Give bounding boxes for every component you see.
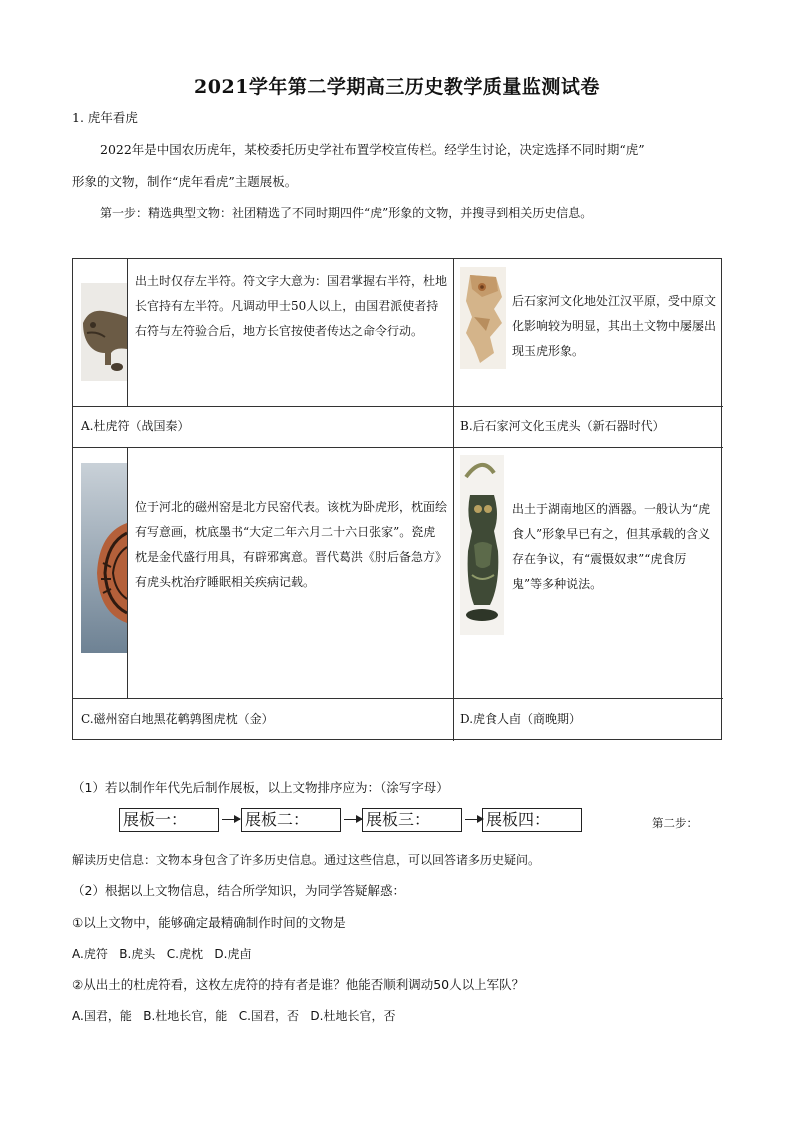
cell-c-image-divider	[127, 447, 128, 698]
arrow-icon	[222, 819, 240, 820]
artifact-b-caption: B.后石家河文化玉虎头（新石器时代）	[460, 419, 665, 433]
question-1-1: （1）若以制作年代先后制作展板，以上文物排序应为：（涂写字母）	[72, 780, 449, 795]
sub-question-2: ②从出土的杜虎符看，这枚左虎符的持有者是谁？他能否顺利调动50人以上军队？	[72, 977, 525, 992]
artifact-b-description: 后石家河文化地处江汉平原，受中原文化影响较为明显，其出土文物中屡屡出现玉虎形象。	[512, 294, 717, 358]
artifact-a-description: 出土时仅存左半符。符文字大意为：国君掌握右半符，杜地长官持有左半符。凡调动甲士50人以上，由国君派使者持右符与左符验合后，地方长官按使者传达之命令行动。	[135, 274, 448, 338]
artifact-table	[72, 258, 722, 740]
jade-tiger-head-image	[460, 267, 506, 369]
page-title: 2021学年第二学期高三历史教学质量监测试卷	[194, 76, 600, 98]
question-1-2: （2）根据以上文物信息，结合所学知识，为同学答疑解惑：	[72, 883, 405, 898]
table-divider-row-3	[73, 698, 723, 699]
board-1-slot[interactable]: 展板一：	[119, 808, 219, 832]
arrow-icon	[465, 819, 483, 820]
artifact-c-caption: C.磁州窑白地黑花鹌鹑图虎枕（金）	[81, 712, 274, 726]
step-2-text: 解读历史信息：文物本身包含了许多历史信息。通过这些信息，可以回答诸多历史疑问。	[72, 853, 541, 867]
intro-line-1: 2022年是中国农历虎年，某校委托历史学社布置学校宣传栏。经学生讨论，决定选择不同时期“虎”	[100, 142, 645, 157]
table-divider-row-1	[73, 406, 723, 407]
board-3-slot[interactable]: 展板三：	[362, 808, 462, 832]
tiger-tally-image	[81, 283, 127, 381]
table-divider-vertical	[453, 259, 454, 741]
sub-question-2-options: A.国君，能 B.杜地长官，能 C.国君，否 D.杜地长官，否	[72, 1009, 396, 1023]
bronze-you-vessel-image	[460, 455, 504, 635]
sub-question-1: ①以上文物中，能够确定最精确制作时间的文物是	[72, 915, 346, 930]
artifact-d-caption: D.虎食人卣（商晚期）	[460, 712, 582, 726]
board-4-slot[interactable]: 展板四：	[482, 808, 582, 832]
cell-a-image-divider	[127, 259, 128, 406]
artifact-c-description: 位于河北的磁州窑是北方民窑代表。该枕为卧虎形，枕面绘有写意画，枕底墨书“大定二年六月二十六日张家”。瓷虎枕是金代盛行用具，有辟邪寓意。晋代葛洪《肘后备急方》有虎头枕治疗睡眠相关疾病记载。	[135, 500, 448, 589]
intro-line-2: 形象的文物，制作“虎年看虎”主题展板。	[72, 174, 298, 189]
board-2-slot[interactable]: 展板二：	[241, 808, 341, 832]
tiger-pillow-image	[81, 463, 127, 653]
table-divider-row-2	[73, 447, 723, 448]
step-2-label: 第二步：	[652, 816, 698, 830]
question-1-heading: 1. 虎年看虎	[72, 110, 138, 125]
step-1-text: 第一步：精选典型文物：社团精选了不同时期四件“虎”形象的文物，并搜寻到相关历史信息。	[100, 206, 593, 220]
artifact-d-description: 出土于湖南地区的酒器。一般认为“虎食人”形象早已有之，但其承载的含义存在争议，有“震慑奴隶”“虎食厉鬼”等多种说法。	[512, 502, 711, 591]
sub-question-1-options: A.虎符 B.虎头 C.虎枕 D.虎卣	[72, 947, 252, 961]
artifact-a-caption: A.杜虎符（战国秦）	[81, 419, 190, 433]
arrow-icon	[344, 819, 362, 820]
